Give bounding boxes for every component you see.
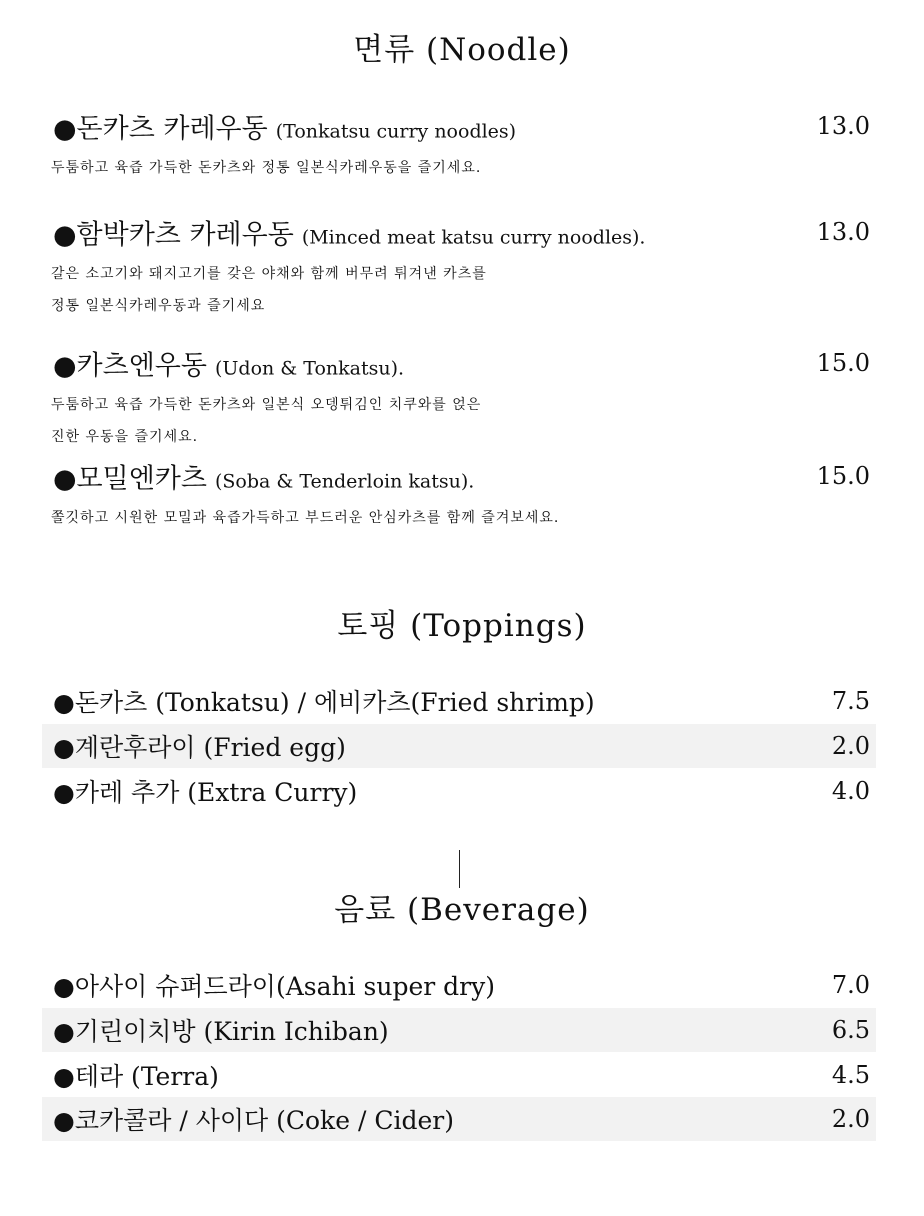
- menu-item-name-ko: ●카츠엔우동: [53, 350, 207, 382]
- menu-item-momil-en-katsu: [42, 454, 876, 498]
- menu-item-tonkatsu-curry-udon: [42, 104, 876, 148]
- beverage-item-name: ●코카콜라 / 사이다 (Coke / Cider): [53, 1106, 454, 1135]
- menu-item-price: 13.0: [816, 112, 870, 140]
- beverage-item-price: 7.0: [831, 971, 870, 999]
- menu-item-description: 쫄깃하고 시원한 모밀과 육즙가득하고 부드러운 안심카츠를 함께 즐겨보세요.: [51, 510, 560, 526]
- topping-item-name: ●계란후라이 (Fried egg): [53, 733, 346, 762]
- topping-item-extra-curry: [42, 769, 876, 813]
- menu-item-name-ko: ●모밀엔카츠: [53, 463, 207, 495]
- menu-item-name: [53, 107, 516, 146]
- beverage-item-price: 4.5: [831, 1061, 870, 1089]
- menu-item-name-en: (Udon & Tonkatsu).: [214, 357, 405, 380]
- menu-item-name: [53, 457, 474, 496]
- menu-item-description: 두툼하고 육즙 가득한 돈카츠와 정통 일본식카레우동을 즐기세요.: [51, 160, 482, 176]
- topping-item-price: 2.0: [831, 732, 870, 760]
- noodle-section-title: 면류 (Noodle): [353, 32, 571, 68]
- menu-item-price: 13.0: [816, 218, 870, 246]
- menu-item-description: 갈은 소고기와 돼지고기를 갖은 야채와 함께 버무려 튀겨낸 카츠를: [51, 266, 487, 282]
- beverage-item-coke-cider: [42, 1097, 876, 1141]
- menu-item-name-ko: ●함박카츠 카레우동: [53, 219, 294, 251]
- topping-item-price: 4.0: [831, 777, 870, 805]
- menu-item-description: 두툼하고 육즙 가득한 돈카츠와 일본식 오뎅튀김인 치쿠와를 얹은: [51, 397, 482, 413]
- text-cursor: [459, 850, 460, 888]
- beverage-item-price: 6.5: [831, 1016, 870, 1044]
- beverage-section-title: 음료 (Beverage): [334, 892, 590, 928]
- toppings-section-title: 토핑 (Toppings): [337, 608, 587, 644]
- beverage-item-terra: [42, 1053, 876, 1097]
- menu-item-name-en: (Minced meat katsu curry noodles).: [301, 226, 646, 249]
- menu-item-price: 15.0: [816, 349, 870, 377]
- beverage-item-name: ●기린이치방 (Kirin Ichiban): [53, 1017, 389, 1046]
- topping-item-fried-egg: [42, 724, 876, 768]
- topping-item-price: 7.5: [831, 687, 870, 715]
- menu-item-name: [53, 213, 645, 252]
- beverage-item-name: ●아사이 슈퍼드라이(Asahi super dry): [53, 972, 496, 1001]
- menu-item-name-en: (Soba & Tenderloin katsu).: [214, 470, 475, 493]
- menu-item-description: 정통 일본식카레우동과 즐기세요: [51, 298, 266, 314]
- menu-item-description: 진한 우동을 즐기세요.: [51, 429, 199, 445]
- menu-item-name-ko: ●돈카츠 카레우동: [53, 113, 268, 145]
- topping-item-tonkatsu-ebikatsu: [42, 679, 876, 723]
- menu-item-name: [53, 344, 404, 383]
- menu-item-price: 15.0: [816, 462, 870, 490]
- menu-item-hambak-katsu-curry-udon: [42, 210, 876, 254]
- beverage-item-price: 2.0: [831, 1105, 870, 1133]
- menu-item-katsu-en-udon: [42, 341, 876, 385]
- menu-item-name-en: (Tonkatsu curry noodles): [275, 120, 517, 143]
- topping-item-name: ●돈카츠 (Tonkatsu) / 에비카츠(Fried shrimp): [53, 688, 595, 717]
- beverage-item-asahi: [42, 963, 876, 1007]
- topping-item-name: ●카레 추가 (Extra Curry): [53, 778, 358, 807]
- beverage-item-name: ●테라 (Terra): [53, 1062, 219, 1091]
- beverage-item-kirin: [42, 1008, 876, 1052]
